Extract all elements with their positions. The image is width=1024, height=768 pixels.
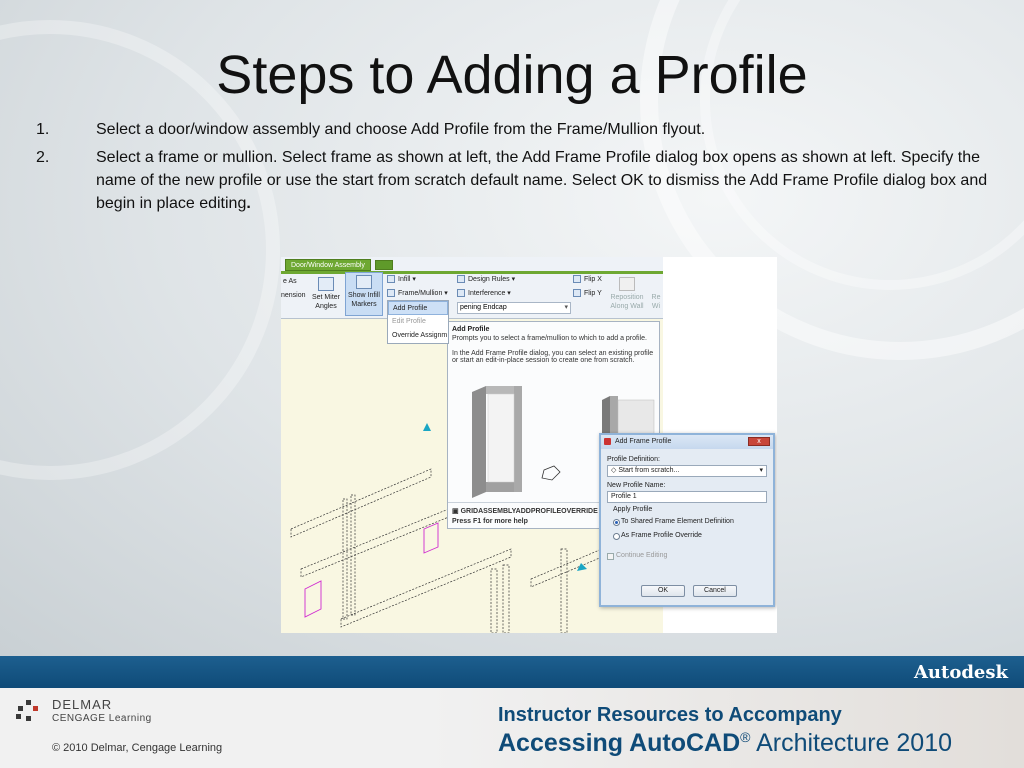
save-as-label[interactable]: e As (283, 278, 297, 285)
infill-marker-icon (356, 275, 372, 289)
tooltip-command: ▣ GRIDASSEMBLYADDPROFILEOVERRIDE (452, 508, 598, 515)
opening-endcap-select[interactable]: pening Endcap ▾ (457, 302, 571, 314)
interference-button[interactable]: Interference ▾ (457, 289, 511, 298)
command-icon: ▣ (452, 508, 461, 515)
step-text (96, 146, 996, 215)
dimension-label[interactable]: nension (281, 292, 306, 299)
tooltip-body (448, 342, 659, 364)
flip-y-button[interactable]: Flip Y (573, 289, 602, 298)
autocad-screenshot (281, 257, 777, 633)
show-infill-markers-button[interactable] (345, 272, 383, 316)
flip-y-icon (573, 289, 581, 297)
re-button[interactable]: Re Wi (651, 294, 661, 310)
step-number: 2. (36, 149, 50, 166)
add-frame-profile-dialog (599, 433, 775, 607)
infill-icon (387, 275, 395, 283)
continue-editing-checkbox[interactable]: Continue Editing (607, 549, 767, 563)
tooltip-body-line: In the Add Frame Profile dialog, you can select an existing profile (452, 350, 654, 357)
dialog-body (601, 449, 773, 567)
profile-definition-label: Profile Definition: (607, 456, 660, 463)
tooltip-help: Press F1 for more help (452, 518, 528, 525)
frame-icon (387, 289, 395, 297)
step-text: Select a door/window assembly and choose Add Profile from the Frame/Mullion flyout. (96, 121, 706, 138)
reposition-along-wall-button[interactable]: Reposition Along Wall (609, 275, 645, 315)
dialog-buttons (641, 585, 743, 597)
interference-icon (457, 289, 465, 297)
dialog-title (601, 435, 773, 449)
tooltip-body-line: or start an edit-in-place session to create one from scratch. (452, 357, 635, 364)
instructor-resources-text: Instructor Resources to Accompany (498, 704, 842, 726)
design-rules-button[interactable]: Design Rules ▾ (457, 275, 515, 284)
step-number: 1. (36, 121, 50, 138)
close-button[interactable]: x (748, 437, 770, 446)
step-item (36, 118, 996, 141)
delmar-name: DELMAR (52, 697, 113, 712)
book-title (498, 729, 952, 758)
add-profile-menu-item[interactable]: Add Profile (388, 301, 448, 315)
button-label: Angles (315, 303, 337, 310)
cancel-button[interactable]: Cancel (693, 585, 737, 597)
tab-door-window-assembly[interactable]: Door/Window Assembly (285, 259, 371, 271)
set-miter-angles-button[interactable] (309, 275, 343, 315)
delmar-logo-icon (14, 698, 42, 726)
tooltip-title: Add Profile (452, 326, 490, 333)
design-rules-icon (457, 275, 465, 283)
infill-button[interactable]: Infill ▾ (387, 275, 416, 284)
override-assignment-menu-item[interactable]: Override Assignm (392, 332, 448, 339)
tooltip-summary: Prompts you to select a frame/mullion to which to add a profile. (452, 335, 647, 342)
step-item (36, 146, 996, 215)
registered-mark: ® (740, 729, 751, 745)
new-profile-name-label: New Profile Name: (607, 482, 666, 489)
book-title-bold: Accessing AutoCAD (498, 729, 741, 757)
steps-list (36, 118, 996, 220)
flip-x-icon (573, 275, 581, 283)
profile-override-radio[interactable]: As Frame Profile Override (613, 529, 767, 543)
cengage-name: CENGAGE Learning (52, 713, 152, 724)
ribbon-tab-extra[interactable] (375, 260, 393, 270)
step-text-body: Select a frame or mullion. Select frame as shown at left, the Add Frame Profile dialog box opens as shown at left. Specify the name of the new profile or use the start from scratch default name. Select OK to dismiss the Add Frame Profile dialog box and begin in place editing (96, 149, 988, 212)
flip-x-button[interactable]: Flip X (573, 275, 602, 284)
step-end-mark: . (246, 195, 251, 212)
copyright-text: © 2010 Delmar, Cengage Learning (52, 742, 223, 754)
shared-definition-radio[interactable]: To Shared Frame Element Definition (613, 515, 767, 529)
profile-definition-select[interactable]: ◇ Start from scratch... ▾ (607, 465, 767, 477)
frame-mullion-flyout (387, 300, 449, 344)
book-title-rest: Architecture 2010 (750, 729, 953, 757)
frame-mullion-button[interactable]: Frame/Mullion ▾ (387, 289, 448, 298)
apply-profile-label: Apply Profile (613, 506, 653, 513)
button-label: Show Infill (348, 292, 380, 299)
dialog-title-text: Add Frame Profile (615, 438, 672, 445)
button-label: Set Miter (311, 294, 340, 301)
start-from-scratch-icon: ◇ (611, 467, 619, 474)
edit-profile-menu-item[interactable]: Edit Profile (392, 318, 426, 325)
slide-title: Steps to Adding a Profile (216, 45, 808, 105)
footer-bar (0, 656, 1024, 688)
miter-icon (318, 277, 334, 291)
apply-profile-group (613, 505, 767, 543)
reposition-icon (619, 277, 635, 291)
ok-button[interactable]: OK (641, 585, 685, 597)
button-label: Markers (351, 301, 377, 308)
new-profile-name-input[interactable]: Profile 1 (607, 491, 767, 503)
ribbon (281, 257, 663, 319)
autodesk-logo: Autodesk (913, 662, 1008, 683)
